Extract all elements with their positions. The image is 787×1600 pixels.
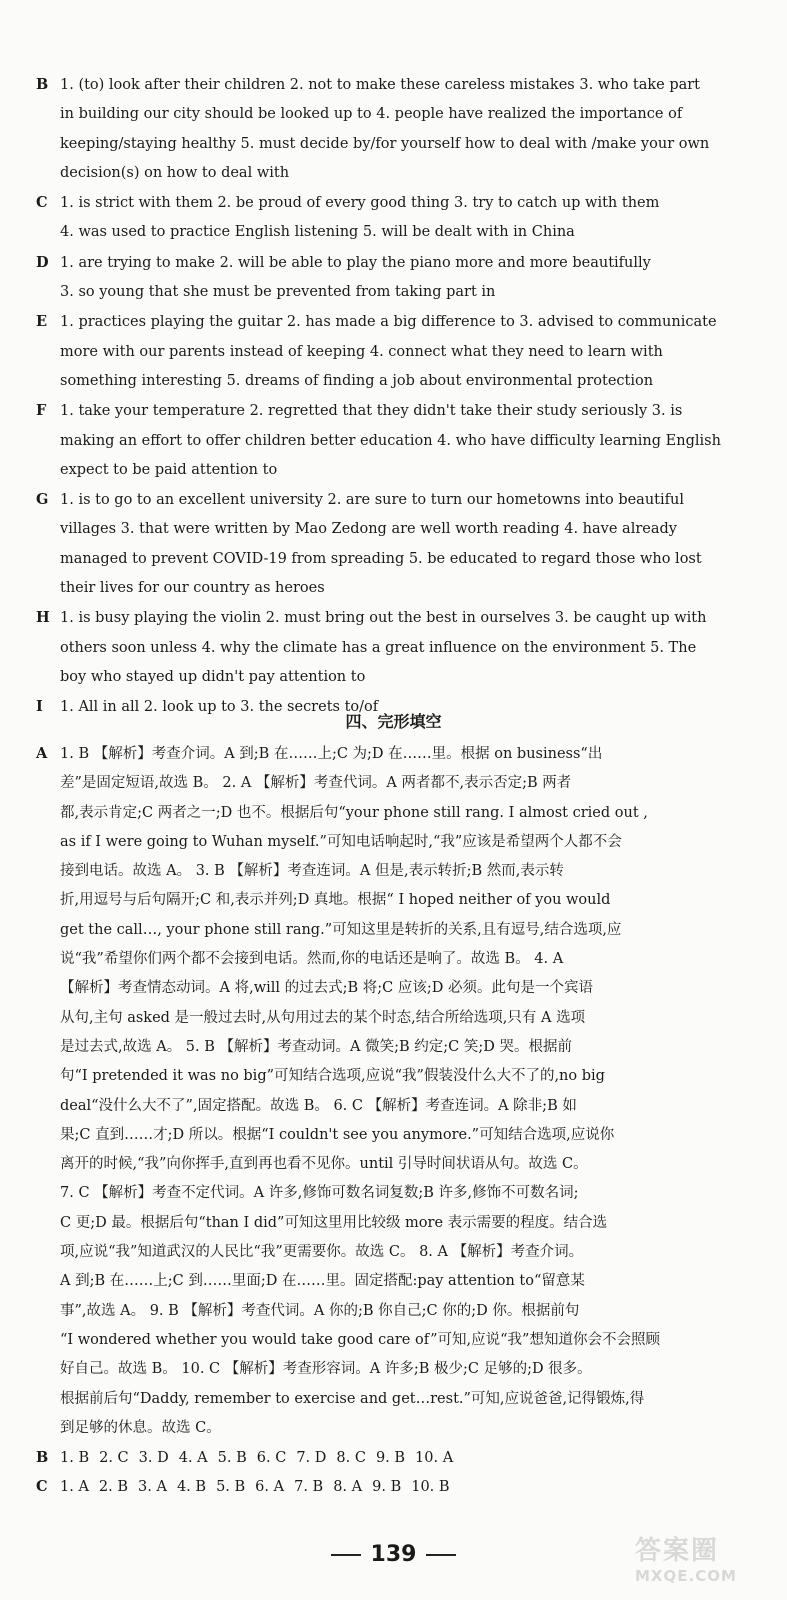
block-label: H (36, 609, 50, 627)
line-text: 1. is strict with them 2. be proud of every good thing 3. try to catch up with them (60, 195, 660, 212)
text-line (36, 1267, 757, 1296)
text-line (36, 1033, 757, 1062)
line-text: keeping/staying healthy 5. must decide by/for yourself how to deal with /make your own (60, 135, 710, 152)
text-line (36, 1297, 757, 1326)
text-line (36, 338, 757, 367)
watermark-logo (635, 1530, 775, 1590)
text-line (36, 278, 757, 307)
answer-item: 8. A (333, 1479, 363, 1495)
text-line (36, 485, 757, 515)
text-line (36, 1179, 757, 1208)
line-text: 事”,故选 A。 9. B 【解析】考查代词。A 你的;B 你自己;C 你的;D 你。根据前句 (60, 1302, 580, 1319)
answer-item: 4. B (176, 1479, 207, 1495)
block-label: A (36, 745, 48, 762)
line-text: A 到;B 在……上;C 到……里面;D 在……里。固定搭配:pay attention to“留意某 (60, 1273, 585, 1290)
text-line (36, 1414, 757, 1443)
line-text: 1. practices playing the guitar 2. has made a big difference to 3. advised to communicate (60, 314, 717, 331)
line-text: 1. (to) look after their children 2. not to make these careless mistakes 3. who take part (60, 77, 701, 93)
answer-item: 7. B (294, 1479, 324, 1495)
line-text: 1. is to go to an excellent university 2. are sure to turn our hometowns into beautiful (60, 492, 684, 509)
line-text: their lives for our country as heroes (60, 580, 325, 597)
answer-item: 10. A (415, 1450, 454, 1466)
text-line (36, 396, 757, 426)
text-line (36, 769, 757, 798)
text-line (36, 886, 757, 915)
line-text: 1. are trying to make 2. will be able to play the piano more and more beautifully (60, 254, 651, 271)
line-text: in building our city should be looked up to 4. people have realized the importance of (60, 106, 683, 123)
answer-item: 1. B (60, 1450, 90, 1466)
line-text: 1. take your temperature 2. regretted that they didn't take their study seriously 3. is (60, 403, 683, 420)
block-label: B (36, 1449, 49, 1466)
block-label: C (36, 194, 48, 212)
line-text: 说“我”希望你们两个都不会接到电话。然而,你的电话还是响了。故选 B。 4. A (60, 951, 564, 968)
line-text: managed to prevent COVID-19 from spreading 5. be educated to regard those who lost (60, 550, 702, 567)
block-label: G (36, 491, 49, 509)
text-line (36, 1004, 757, 1033)
page-number: 139 (0, 1540, 787, 1570)
text-line (36, 1385, 757, 1414)
text-line (36, 1209, 757, 1238)
answer-item: 5. B (217, 1450, 247, 1466)
answer-item: 9. B (375, 1450, 406, 1466)
line-text: 1. is busy playing the violin 2. must bring out the best in ourselves 3. be caught up with (60, 610, 707, 627)
line-text: 4. was used to practice English listening 5. will be dealt with in China (60, 224, 575, 241)
cloze-c-answers (36, 1475, 460, 1499)
text-line (36, 634, 757, 663)
line-text: making an effort to offer children better education 4. who have difficulty learning English (60, 432, 721, 449)
text-line (36, 974, 757, 1003)
answer-item: 7. D (296, 1450, 327, 1466)
line-text: 句“I pretended it was no big”可知结合选项,应说“我”假装没什么大不了的,no big (60, 1068, 605, 1085)
text-line (36, 1355, 757, 1384)
text-line (36, 828, 757, 857)
block-label: E (36, 313, 48, 331)
text-line (36, 159, 757, 188)
line-text: 1. B 【解析】考查介词。A 到;B 在……上;C 为;D 在……里。根据 on business“出 (60, 746, 603, 762)
text-line (36, 545, 757, 574)
block-label: B (36, 76, 49, 93)
answer-item: 4. A (178, 1450, 208, 1466)
text-line (36, 130, 757, 159)
sentence-completion-section (36, 70, 757, 723)
line-text: 从句,主句 asked 是一般过去时,从句用过去的某个时态,结合所给选项,只有 A 选项 (60, 1009, 586, 1026)
block-label: F (36, 402, 47, 420)
text-line (36, 1121, 757, 1150)
text-line (36, 945, 757, 974)
line-text: 都,表示肯定;C 两者之一;D 也不。根据后句“your phone still rang. I almost cried out , (60, 804, 648, 821)
text-line (36, 1150, 757, 1179)
line-text: more with our parents instead of keeping 4. connect what they need to learn with (60, 343, 663, 360)
text-line (36, 427, 757, 456)
page-dash-left (331, 1554, 361, 1556)
line-text: as if I were going to Wuhan myself.”可知电话响起时,“我”应该是希望两个人都不会 (60, 833, 622, 850)
line-text: 【解析】考查情态动词。A 将,will 的过去式;B 将;C 应该;D 必须。此句是一个宾语 (60, 980, 593, 997)
line-text: 离开的时候,“我”向你挥手,直到再也看不见你。until 引导时间状语从句。故选 C。 (60, 1156, 588, 1173)
line-text: 项,应说“我”知道武汉的人民比“我”更需要你。故选 C。 8. A 【解析】考查介词。 (60, 1244, 584, 1261)
text-line (36, 1062, 757, 1091)
text-line (36, 100, 757, 129)
block-label: I (36, 698, 43, 716)
text-line (36, 70, 757, 100)
line-text: decision(s) on how to deal with (60, 164, 290, 181)
line-text: villages 3. that were written by Mao Zedong are well worth reading 4. have already (60, 521, 677, 538)
line-text: 接到电话。故选 A。 3. B 【解析】考查连词。A 但是,表示转折;B 然而,表示转 (60, 863, 564, 880)
cloze-b-answers (36, 1446, 463, 1470)
line-text: 1. All in all 2. look up to 3. the secrets to/of (60, 699, 379, 716)
answer-item: 9. B (372, 1479, 402, 1495)
line-text: deal“没什么大不了”,固定搭配。故选 B。 6. C 【解析】考查连词。A 除非;B 如 (60, 1097, 577, 1114)
line-text: 根据前后句“Daddy, remember to exercise and get…rest.”可知,应说爸爸,记得锻炼,得 (60, 1390, 645, 1407)
answer-item: 3. D (138, 1450, 169, 1466)
line-text: C 更;D 最。根据后句“than I did”可知这里用比较级 more 表示需要的程度。结合选 (60, 1214, 608, 1231)
text-line (36, 574, 757, 603)
text-line (36, 218, 757, 247)
text-line (36, 515, 757, 544)
section-title: 四、完形填空 (345, 712, 442, 731)
line-text: get the call…, your phone still rang.”可知这里是转折的关系,且有逗号,结合选项,应 (60, 921, 622, 938)
text-line (36, 916, 757, 945)
text-line (36, 799, 757, 828)
answer-item: 6. A (255, 1479, 285, 1495)
text-line (36, 857, 757, 886)
watermark-bottom: MXQE.COM (635, 1567, 737, 1585)
text-line (36, 739, 757, 769)
watermark-top: 答案圈 (635, 1536, 720, 1566)
line-text: 折,用逗号与后句隔开;C 和,表示并列;D 真地。根据“ I hoped neither of you would (60, 892, 611, 909)
line-text: something interesting 5. dreams of finding a job about environmental protection (60, 372, 654, 389)
answer-item: 10. B (411, 1479, 450, 1495)
block-label: C (36, 1478, 48, 1495)
text-line (36, 1092, 757, 1121)
text-line (36, 1238, 757, 1267)
text-line (36, 663, 757, 692)
page-dash-right (426, 1554, 456, 1556)
text-line (36, 456, 757, 485)
line-text: 7. C 【解析】考查不定代词。A 许多,修饰可数名词复数;B 许多,修饰不可数名词; (60, 1185, 579, 1202)
answer-item: 8. C (336, 1450, 366, 1466)
line-text: 差”是固定短语,故选 B。 2. A 【解析】考查代词。A 两者都不,表示否定;B 两者 (60, 775, 572, 792)
text-line (36, 188, 757, 218)
answer-item: 2. C (99, 1450, 129, 1466)
line-text: others soon unless 4. why the climate has a great influence on the environment 5. The (60, 639, 697, 656)
line-text: expect to be paid attention to (60, 461, 278, 478)
answer-item: 1. A (60, 1479, 89, 1495)
text-line (36, 1326, 757, 1355)
answer-item: 6. C (256, 1450, 287, 1466)
text-line (36, 307, 757, 337)
line-text: 果;C 直到……才;D 所以。根据“I couldn't see you anymore.”可知结合选项,应说你 (60, 1126, 615, 1143)
line-text: “I wondered whether you would take good care of”可知,应说“我”想知道你会不会照顾 (60, 1331, 660, 1348)
text-line (36, 367, 757, 396)
cloze-a-block (36, 739, 757, 1443)
line-text: 好自己。故选 B。 10. C 【解析】考查形容词。A 许多;B 极少;C 足够的;D 很多。 (60, 1361, 592, 1378)
answer-item: 3. A (138, 1479, 167, 1495)
answer-item: 2. B (98, 1479, 129, 1495)
line-text: 3. so young that she must be prevented from taking part in (60, 284, 496, 301)
line-text: 到足够的休息。故选 C。 (60, 1419, 221, 1436)
text-line (36, 248, 757, 278)
text-line (36, 603, 757, 633)
answer-item: 5. B (216, 1479, 246, 1495)
block-label: D (36, 253, 49, 271)
line-text: 是过去式,故选 A。 5. B 【解析】考查动词。A 微笑;B 约定;C 笑;D 哭。根据前 (60, 1038, 572, 1055)
line-text: boy who stayed up didn't pay attention to (60, 668, 366, 685)
